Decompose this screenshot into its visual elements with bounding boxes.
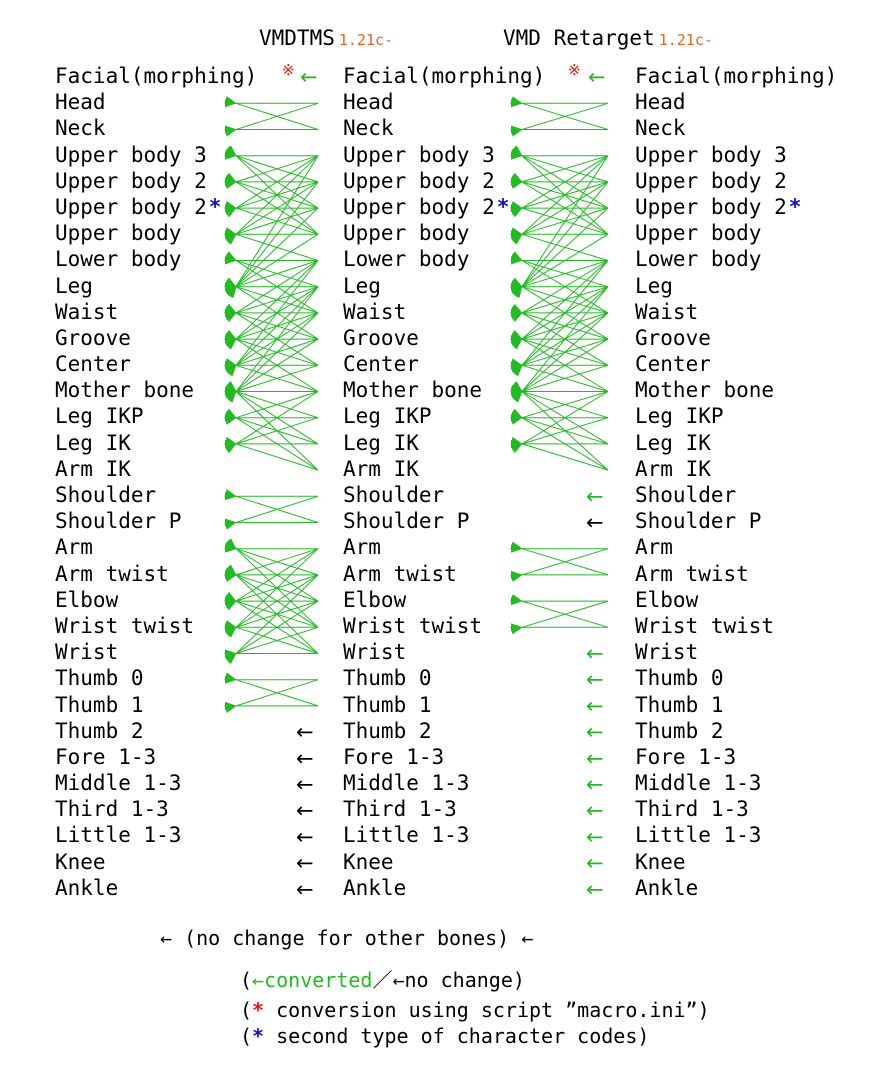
vmdtms-bone-label: Arm: [343, 535, 381, 560]
retarget-bone-label: Lower body: [635, 247, 762, 272]
vmdtms-bone-label: Upper body 3: [343, 142, 495, 167]
vmdtms-bone-label: Thumb 2: [343, 718, 432, 743]
vmd-bone-label: Arm IK: [55, 456, 131, 481]
green-arrow-icon: ←: [586, 484, 604, 509]
vmdtms-bone-label: Thumb 0: [343, 666, 432, 691]
header-vmdtms-version: 1.21c-: [338, 31, 394, 49]
vmdtms-bone-label: Shoulder: [343, 483, 445, 507]
vmdtms-bone-label: Little 1-3: [343, 823, 470, 848]
note-macro: [240, 998, 710, 1022]
vmd-bone-label: Waist: [55, 299, 119, 324]
retarget-bone-label: Shoulder: [635, 483, 737, 507]
vmd-bone-label: Knee: [55, 849, 106, 874]
vmdtms-bone-label: Arm twist: [343, 561, 457, 586]
green-arrow-icon: ←: [586, 693, 604, 718]
retarget-bone-label: Wrist twist: [635, 613, 775, 638]
retarget-bone-label: Knee: [635, 849, 686, 874]
retarget-bone-label: Waist: [635, 299, 699, 324]
green-arrow-icon: ←: [586, 667, 604, 692]
vmd-bone-label: Arm twist: [55, 561, 169, 586]
vmdtms-bone-label: Third 1-3: [343, 797, 457, 822]
vmdtms-bone-label: Mother bone: [343, 378, 483, 403]
reference-mark-icon: ※: [568, 61, 581, 80]
blue-asterisk-icon: *: [788, 194, 802, 219]
vmd-bone-label: Upper body: [55, 221, 182, 246]
vmd-bone-label: Shoulder: [55, 483, 157, 507]
vmd-bone-label: Ankle: [55, 875, 119, 900]
green-arrow-icon: ←: [586, 798, 604, 823]
retarget-bone-label: Upper body: [635, 221, 762, 246]
header-retarget-title: VMD Retarget: [503, 26, 655, 50]
green-arrow-icon: ←: [586, 824, 604, 849]
green-arrow-icon: [236, 444, 318, 470]
retarget-bone-label: Neck: [635, 116, 686, 141]
vmdtms-bone-label: Fore 1-3: [343, 744, 445, 769]
green-arrow-icon: ←: [586, 641, 604, 666]
green-arrow-icon: ←: [586, 877, 604, 902]
retarget-bone-label: Middle 1-3: [635, 771, 762, 796]
vmd-bone-label: Thumb 1: [55, 692, 144, 717]
vmd-bone-label: Leg IK: [55, 430, 131, 455]
retarget-bone-label: Leg IK: [635, 430, 711, 455]
vmd-bone-label: Upper body 2: [55, 194, 207, 219]
vmdtms-bone-label: Leg IKP: [343, 404, 432, 429]
vmd-bone-label: Groove: [55, 325, 131, 350]
vmdtms-bone-label: Leg IK: [343, 430, 419, 455]
vmd-bone-label: Upper body 3: [55, 142, 207, 167]
retarget-bone-label: Groove: [635, 325, 711, 350]
vmdtms-bone-label: Elbow: [343, 587, 407, 612]
vmd-bone-label: Elbow: [55, 587, 119, 612]
retarget-bone-label: Facial(morphing): [635, 64, 838, 88]
vmd-bone-label: Wrist twist: [55, 613, 195, 638]
note-second-code-open: (: [240, 1024, 253, 1048]
retarget-bone-label: Wrist: [635, 640, 699, 665]
header-retarget-version: 1.21c-: [658, 31, 713, 49]
vmdtms-bone-label: Leg: [343, 273, 381, 298]
vmdtms-bone-label: Upper body 2: [343, 168, 495, 193]
green-arrow-icon: ←: [586, 772, 604, 797]
vmdtms-bone-label: Middle 1-3: [343, 771, 470, 796]
green-arrow-icon: [522, 234, 608, 260]
vmd-bone-label: Wrist: [55, 640, 119, 665]
retarget-bone-label: Third 1-3: [635, 797, 749, 822]
retarget-bone-label: Center: [635, 352, 711, 377]
vmd-bone-label: Arm: [55, 535, 93, 560]
green-arrow-icon: ←: [586, 720, 604, 745]
note-second-code-text: second type of character codes): [264, 1024, 650, 1048]
vmdtms-bone-label: Ankle: [343, 875, 407, 900]
black-arrow-icon: ←: [586, 510, 604, 535]
retarget-bone-label: Thumb 2: [635, 718, 724, 743]
retarget-bone-label: Elbow: [635, 587, 699, 612]
retarget-bone-label: Head: [635, 90, 686, 115]
retarget-bone-label: Arm: [635, 535, 673, 560]
note-macro-open: (: [240, 998, 253, 1022]
vmdtms-bone-label: Groove: [343, 325, 419, 350]
vmd-bone-label: Middle 1-3: [55, 771, 182, 796]
green-arrow-icon: [236, 234, 318, 260]
legend-converted: ←converted: [252, 968, 373, 992]
vmd-bone-label: Facial(morphing): [55, 64, 258, 88]
black-arrow-icon: ←: [296, 772, 314, 797]
vmd-bone-label: Head: [55, 90, 106, 115]
legend-line: [240, 964, 525, 993]
vmd-bone-label: Fore 1-3: [55, 744, 157, 769]
retarget-bone-label: Thumb 0: [635, 666, 724, 691]
vmd-bone-label: Mother bone: [55, 378, 195, 403]
black-arrow-icon: ←: [296, 824, 314, 849]
vmdtms-bone-label: Shoulder P: [343, 509, 470, 534]
vmd-bone-label: Thumb 0: [55, 666, 144, 691]
blue-asterisk-icon: *: [496, 194, 510, 219]
black-arrow-icon: ←: [296, 746, 314, 771]
note-second-code: [240, 1024, 649, 1048]
retarget-bone-label: Fore 1-3: [635, 744, 737, 769]
green-arrow-icon: [236, 392, 318, 471]
red-asterisk-icon: *: [252, 998, 265, 1022]
vmdtms-bone-label: Waist: [343, 299, 407, 324]
vmd-bone-label: Neck: [55, 116, 106, 141]
blue-asterisk-icon: *: [252, 1024, 265, 1048]
vmd-bone-label: Leg: [55, 273, 93, 298]
vmdtms-bone-label: Thumb 1: [343, 692, 432, 717]
retarget-bone-label: Ankle: [635, 875, 699, 900]
vmd-bone-label: Leg IKP: [55, 404, 144, 429]
retarget-bone-label: Upper body 3: [635, 142, 787, 167]
vmd-bone-label: Third 1-3: [55, 797, 169, 822]
footer-other-bones: [160, 926, 533, 950]
vmd-bone-label: Thumb 2: [55, 718, 144, 743]
vmdtms-bone-label: Neck: [343, 116, 394, 141]
footer-other-bones-text: ← (no change for other bones) ←: [160, 926, 534, 950]
retarget-bone-label: Leg IKP: [635, 404, 724, 429]
retarget-bone-label: Thumb 1: [635, 692, 724, 717]
retarget-bone-label: Shoulder P: [635, 509, 762, 534]
vmd-bone-label: Shoulder P: [55, 509, 182, 534]
retarget-bone-label: Arm twist: [635, 561, 749, 586]
green-arrow-icon: ←: [586, 851, 604, 876]
vmdtms-bone-label: Upper body 2: [343, 194, 495, 219]
legend-no-change: ／←no change): [372, 968, 525, 992]
black-arrow-icon: ←: [296, 877, 314, 902]
black-arrow-icon: ←: [296, 798, 314, 823]
vmd-bone-label: Center: [55, 352, 131, 377]
blue-asterisk-icon: *: [208, 194, 222, 219]
black-arrow-icon: ←: [296, 851, 314, 876]
retarget-bone-label: Leg: [635, 273, 673, 298]
note-macro-text: conversion using script ˮmacro.iniˮ): [264, 998, 710, 1022]
legend-open: (: [240, 968, 253, 992]
green-arrow-icon: [522, 444, 608, 470]
retarget-bone-label: Mother bone: [635, 378, 775, 403]
vmdtms-bone-label: Upper body: [343, 221, 470, 246]
green-arrow-icon: ←: [586, 746, 604, 771]
vmdtms-bone-label: Knee: [343, 849, 394, 874]
green-arrow-icon: [522, 392, 608, 471]
retarget-bone-label: Arm IK: [635, 456, 711, 481]
retarget-bone-label: Little 1-3: [635, 823, 762, 848]
green-arrow-icon: ←: [588, 65, 606, 90]
header-vmdtms-title: VMDTMS: [259, 26, 335, 50]
vmdtms-bone-label: Wrist twist: [343, 613, 483, 638]
vmd-bone-label: Lower body: [55, 247, 182, 272]
reference-mark-icon: ※: [282, 61, 295, 80]
retarget-bone-label: Upper body 2: [635, 194, 787, 219]
vmdtms-bone-label: Wrist: [343, 640, 407, 665]
vmdtms-bone-label: Center: [343, 352, 419, 377]
vmd-bone-label: Upper body 2: [55, 168, 207, 193]
vmd-bone-label: Little 1-3: [55, 823, 182, 848]
green-arrow-icon: ←: [300, 65, 318, 90]
retarget-bone-label: Upper body 2: [635, 168, 787, 193]
vmdtms-bone-label: Lower body: [343, 247, 470, 272]
vmdtms-bone-label: Arm IK: [343, 456, 419, 481]
black-arrow-icon: ←: [296, 720, 314, 745]
vmdtms-bone-label: Facial(morphing): [343, 64, 546, 88]
vmdtms-bone-label: Head: [343, 90, 394, 115]
